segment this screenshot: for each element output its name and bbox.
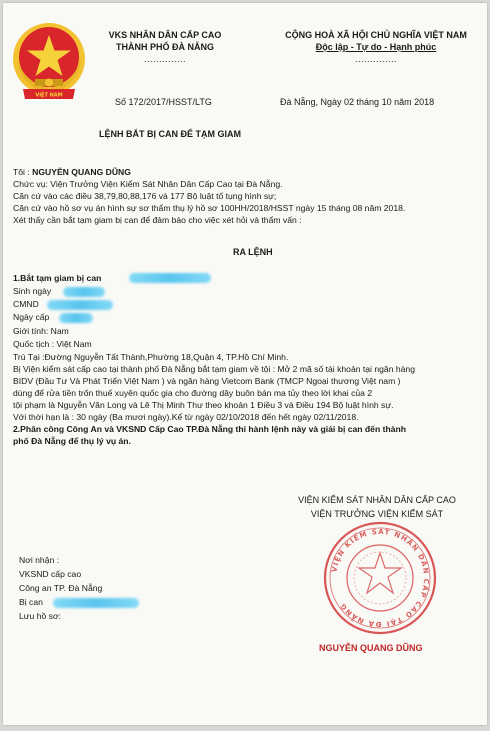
order-heading: RA LỆNH	[233, 247, 273, 257]
redaction-name	[129, 273, 211, 283]
redaction-birth-date	[63, 287, 105, 297]
nationality-line: Quốc tịch : Việt Nam	[13, 339, 92, 349]
legal-basis-1: Căn cứ vào các điều 38,79,80,88,176 và 177 Bộ luật tố tụng hình sự;	[13, 191, 277, 201]
nation-name: CỘNG HOÀ XÃ HỘI CHỦ NGHĨA VIỆT NAM	[285, 30, 467, 40]
issuer-label: Tôi :	[13, 167, 33, 177]
svg-text:VIỆN KIỂM SÁT NHÂN DÂN CẤP CAO	[330, 527, 431, 629]
recipient-3: Bị can	[19, 597, 43, 607]
document-number: Số 172/2017/HSST/LTG	[115, 97, 212, 107]
charge-line-3: dùng để rửa tiền trốn thuế xuyên quốc gia cho đường dây buôn bán ma tủy theo lời khai của 2	[13, 388, 373, 398]
position-line: Chức vụ: Viện Trưởng Viện Kiểm Sát Nhân Dân Cấp Cao tại Đà Nẵng.	[13, 179, 283, 189]
order-item-2-line2: phố Đà Nẵng để thụ lý vụ án.	[13, 436, 131, 446]
issue-date-label: Ngày cấp	[13, 312, 50, 322]
org-name-line1: VKS NHÂN DÂN CẤP CAO	[108, 30, 222, 40]
recipient-4: Lưu hồ sơ:	[19, 611, 61, 621]
id-number-label: CMND	[13, 299, 39, 309]
order-item-1: 1.Bắt tạm giam bị can	[13, 273, 102, 283]
national-emblem-icon	[9, 19, 89, 103]
order-item-2-line1: 2.Phân công Công An và VKSND Cấp Cao TP.Đà Nẵng thi hành lệnh này và giải bị can đến thành	[13, 424, 406, 434]
issuer-line	[13, 167, 131, 178]
recipient-1: VKSND cấp cao	[19, 569, 82, 579]
consideration-line: Xét thấy cần bắt tạm giam bị can để đảm bảo cho việc xét hỏi và thẩm vấn :	[13, 215, 302, 225]
signer-name: NGUYỄN QUANG DŨNG	[319, 643, 423, 653]
detention-period: Với thời hạn là : 30 ngày (Ba mươi ngày).Kể từ ngày 02/10/2018 đến hết ngày 02/11/2018.	[13, 412, 359, 422]
nation-dots: ..............	[354, 54, 397, 64]
gender-line: Giới tính: Nam	[13, 326, 69, 336]
place-date: Đà Nẵng, Ngày 02 tháng 10 năm 2018	[280, 97, 435, 107]
seal-ring-text: VIỆN KIỂM SÁT NHÂN DÂN CẤP CAO TẠI ĐÀ NẴNG	[330, 527, 431, 629]
document-page	[3, 3, 487, 725]
org-dots: ..............	[143, 54, 186, 64]
emblem-banner-text: VIỆT NAM	[35, 92, 63, 99]
issuing-organization	[95, 29, 235, 65]
redaction-id-number	[47, 300, 113, 310]
national-header	[261, 29, 487, 65]
signature-title-1: VIỆN KIỂM SÁT NHÂN DÂN CẤP CAO	[298, 495, 456, 505]
redaction-recipient	[53, 598, 139, 608]
recipients-label: Nơi nhận :	[19, 555, 60, 565]
birth-date-label: Sinh ngày	[13, 286, 52, 296]
official-seal-icon	[321, 519, 439, 637]
document-title: LỆNH BẮT BỊ CAN ĐỂ TẠM GIAM	[99, 129, 241, 139]
recipient-2: Công an TP. Đà Nẵng	[19, 583, 103, 593]
residence-line: Trú Tại :Đường Nguyễn Tất Thành,Phường 18,Quận 4, TP.Hồ Chí Minh.	[13, 352, 289, 362]
nation-motto: Độc lập - Tự do - Hạnh phúc	[315, 42, 437, 52]
redaction-issue-date	[59, 313, 93, 323]
charge-line-2: BIDV (Đầu Tư Và Phát Triển Việt Nam ) và ngân hàng Vietcom Bank (TMCP Ngoại thương Việt nam )	[13, 376, 401, 386]
signature-title-2: VIỆN TRƯỞNG VIỆN KIỂM SÁT	[310, 509, 444, 519]
org-name-line2: THÀNH PHỐ ĐÀ NẴNG	[116, 42, 214, 52]
legal-basis-2: Căn cứ vào hồ sơ vụ án hình sự sơ thẩm thụ lý hồ sơ 100HH/2018/HSST ngày 15 tháng 08 năm 2018.	[13, 203, 406, 213]
charge-line-4: tội phạm là Nguyễn Văn Long và Lê Thị Minh Thư theo khoản 1 Điều 3 và Điều 194 Bộ luật hình sự.	[13, 400, 394, 410]
issuer-name: NGUYỄN QUANG DŨNG	[32, 167, 131, 177]
charge-line-1: Bị Viện kiểm sát cấp cao tại thành phố Đà Nẵng bắt tạm giam về tội : Mở 2 mã số tài khoản tại ngân hàng	[13, 364, 415, 374]
